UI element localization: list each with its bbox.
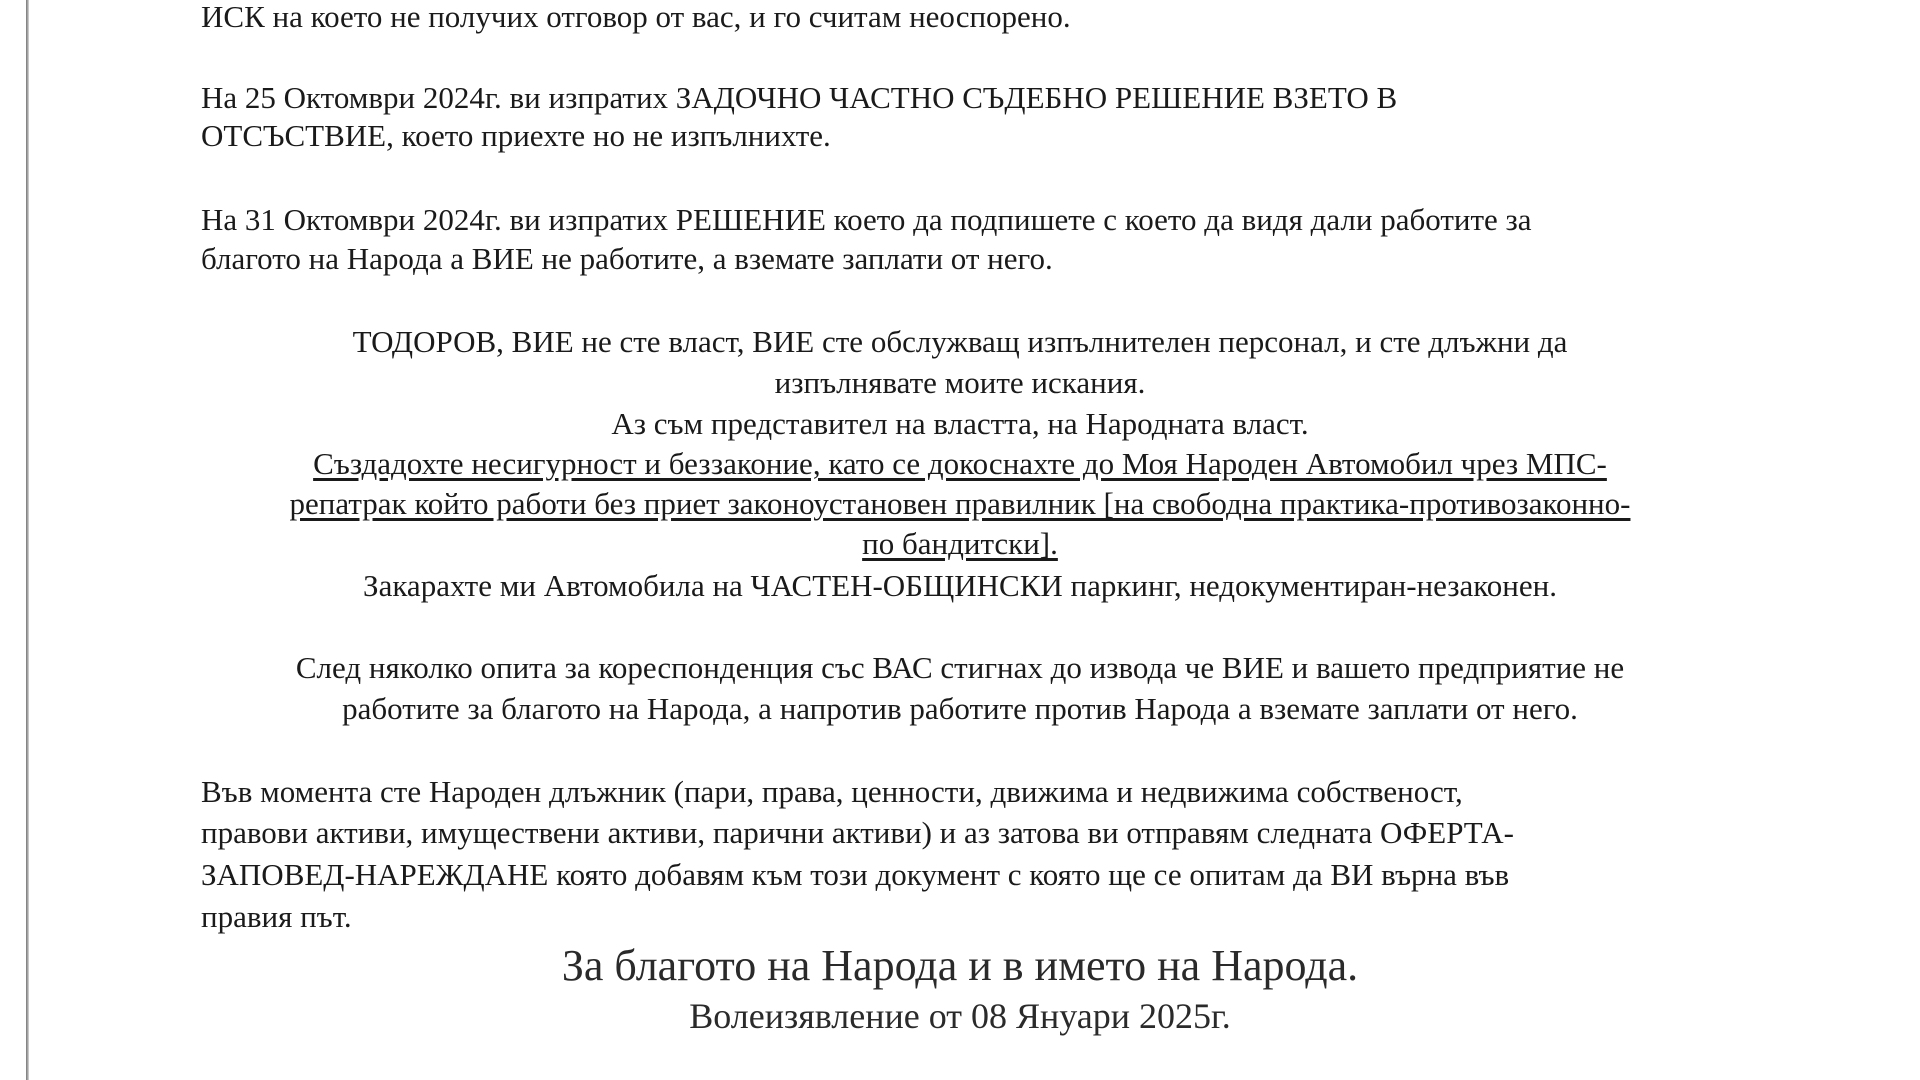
paragraph-debtor-line-4: правия път.: [201, 899, 352, 934]
paragraph-oct25-line-2: ОТСЪСТВИЕ, което приехте но не изпълнихте.: [201, 118, 831, 153]
paragraph-oct25-line-1: На 25 Октомври 2024г. ви изпратих ЗАДОЧНО ЧАСТНО СЪДЕБНО РЕШЕНИЕ ВЗЕТО В: [201, 80, 1398, 115]
paragraph-todorov-line-3: Аз съм представител на властта, на Народната власт.: [611, 406, 1309, 441]
paragraph-debtor-line-3: ЗАПОВЕД-НАРЕЖДАНЕ която добавям към този документ с която ще се опитам да ВИ върна във: [201, 857, 1510, 892]
paragraph-todorov-line-1: ТОДОРОВ, ВИЕ не сте власт, ВИЕ сте обслужващ изпълнителен персонал, и сте длъжни да: [352, 324, 1568, 359]
paragraph-claim-line-1: ИСК на което не получих отговор от вас, и го считам неоспорено.: [201, 0, 1071, 34]
paragraph-correspondence-line-2: работите за благото на Народа, а напротив работите против Народа а вземате заплати от него.: [342, 691, 1578, 726]
paragraph-oct31-line-1: На 31 Октомври 2024г. ви изпратих РЕШЕНИЕ което да подпишете с което да видя дали работите за: [201, 202, 1532, 237]
underlined-statement-line-2: репатрак който работи без приет законоустановен правилник [на свободна практика-противозаконно-: [289, 486, 1631, 521]
paragraph-debtor-line-1: Във момента сте Народен длъжник (пари, права, ценности, движима и недвижима собственост,: [201, 774, 1463, 809]
closing-motto: За благото на Народа и в името на Народа.: [561, 941, 1359, 990]
underlined-statement-line-1: Създадохте несигурност и беззаконие, като се докоснахте до Моя Народен Автомобил чрез МПС-: [313, 446, 1607, 481]
closing-date-line: Волеизявление от 08 Януари 2025г.: [689, 996, 1231, 1036]
underlined-statement-line-3: по бандитски].: [862, 526, 1058, 561]
paragraph-parking-line: Закарахте ми Автомобила на ЧАСТЕН-ОБЩИНСКИ паркинг, недокументиран-незаконен.: [363, 568, 1557, 603]
paragraph-debtor-line-2: правови активи, имуществени активи, парични активи) и аз затова ви отправям следната ОФЕРТА-: [201, 815, 1514, 850]
paragraph-oct31-line-2: благото на Народа а ВИЕ не работите, а вземате заплати от него.: [201, 241, 1053, 276]
paragraph-todorov-line-2: изпълнявате моите искания.: [774, 365, 1146, 400]
paragraph-correspondence-line-1: След няколко опита за кореспонденция със ВАС стигнах до извода че ВИЕ и вашето предприятие не: [295, 650, 1625, 685]
